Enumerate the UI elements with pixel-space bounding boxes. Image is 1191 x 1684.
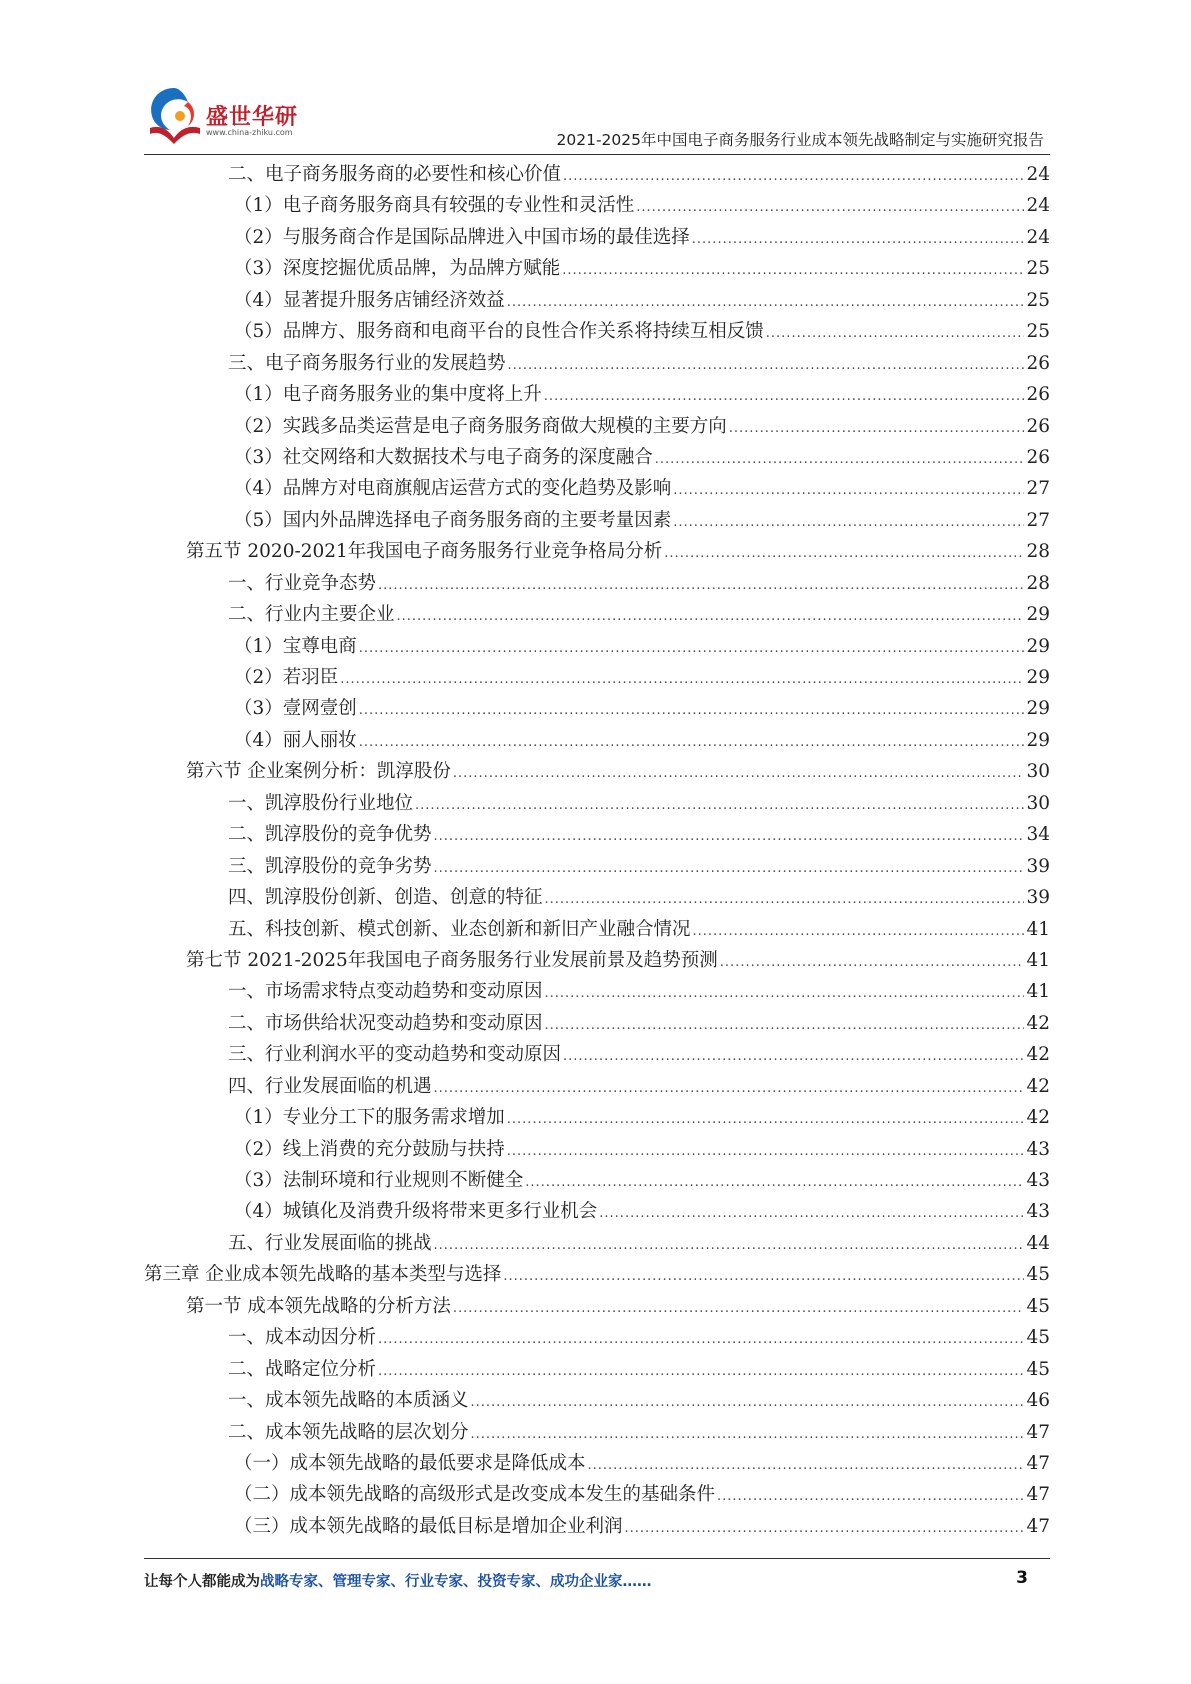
toc-entry-title: 第五节 2020-2021年我国电子商务服务行业竞争格局分析 [186, 541, 663, 563]
toc-entry-page: 29 [1026, 729, 1050, 751]
toc-entry-title: 三、凯淳股份的竞争劣势 [228, 855, 432, 877]
toc-entry-title: （3）壹网壹创 [234, 698, 357, 720]
page-header [144, 82, 1044, 156]
toc-entry-title: 第六节 企业案例分析：凯淳股份 [186, 761, 451, 783]
toc-entry-page: 44 [1026, 1232, 1050, 1254]
toc-entry-title: 第一节 成本领先战略的分析方法 [186, 1295, 451, 1317]
toc-entry-page: 45 [1026, 1327, 1050, 1349]
toc-entry[interactable] [144, 1165, 1050, 1196]
toc-entry[interactable] [144, 819, 1050, 850]
toc-entry[interactable] [144, 882, 1050, 913]
toc-leader-dots [766, 318, 1025, 349]
toc-entry-page: 47 [1026, 1515, 1050, 1537]
toc-entry-page: 43 [1026, 1201, 1050, 1223]
toc-leader-dots [434, 853, 1025, 884]
toc-entry-title: 二、凯淳股份的竞争优势 [228, 824, 432, 846]
toc-leader-dots [625, 1513, 1025, 1544]
toc-entry[interactable] [144, 1479, 1050, 1510]
toc-entry[interactable] [144, 379, 1050, 410]
toc-entry[interactable] [144, 1354, 1050, 1385]
toc-leader-dots [378, 570, 1024, 601]
toc-leader-dots [636, 192, 1024, 223]
toc-entry[interactable] [144, 725, 1050, 756]
toc-entry-title: 三、行业利润水平的变动趋势和变动原因 [228, 1044, 562, 1066]
toc-entry-title: 五、行业发展面临的挑战 [228, 1232, 432, 1254]
toc-leader-dots [692, 224, 1025, 255]
toc-entry[interactable] [144, 285, 1050, 316]
toc-leader-dots [359, 727, 1025, 758]
toc-leader-dots [397, 601, 1025, 632]
toc-leader-dots [434, 1073, 1025, 1104]
toc-entry-title: 一、凯淳股份行业地位 [228, 792, 414, 814]
toc-entry[interactable] [144, 442, 1050, 473]
toc-leader-dots [563, 1041, 1024, 1072]
toc-leader-dots [340, 664, 1024, 695]
toc-leader-dots [693, 916, 1025, 947]
toc-entry-page: 39 [1026, 855, 1050, 877]
toc-entry-title: 第三章 企业成本领先战略的基本类型与选择 [144, 1264, 502, 1286]
toc-leader-dots [359, 695, 1025, 726]
toc-entry-page: 45 [1026, 1264, 1050, 1286]
toc-entry-page: 29 [1026, 604, 1050, 626]
toc-entry[interactable] [144, 1228, 1050, 1259]
toc-entry-page: 29 [1026, 698, 1050, 720]
toc-leader-dots [599, 1198, 1024, 1229]
toc-leader-dots [545, 884, 1025, 915]
footer-slogan-roles: 战略专家、管理专家、行业专家、投资专家、成功企业家…… [260, 1574, 652, 1590]
toc-entry[interactable] [144, 316, 1050, 347]
toc-entry-page: 26 [1026, 446, 1050, 468]
company-logo [144, 82, 314, 152]
toc-leader-dots [562, 255, 1024, 286]
toc-entry-page: 25 [1026, 258, 1050, 280]
toc-leader-dots [545, 978, 1025, 1009]
toc-leader-dots [563, 161, 1024, 192]
toc-entry[interactable] [144, 788, 1050, 819]
toc-entry[interactable] [144, 1134, 1050, 1165]
toc-entry[interactable] [144, 1385, 1050, 1416]
toc-leader-dots [359, 633, 1025, 664]
toc-entry[interactable] [144, 851, 1050, 882]
toc-entry-page: 41 [1026, 981, 1050, 1003]
toc-entry-page: 26 [1026, 384, 1050, 406]
toc-entry-title: （1）宝尊电商 [234, 635, 357, 657]
toc-entry[interactable] [144, 1448, 1050, 1479]
report-title: 2021-2025年中国电子商务服务行业成本领先战略制定与实施研究报告 [556, 131, 1044, 149]
toc-leader-dots [471, 1419, 1025, 1450]
toc-leader-dots [434, 821, 1025, 852]
toc-leader-dots [588, 1450, 1025, 1481]
toc-entry-page: 24 [1026, 195, 1050, 217]
toc-entry-title: 一、成本领先战略的本质涵义 [228, 1390, 469, 1412]
toc-entry[interactable] [144, 599, 1050, 630]
toc-entry[interactable] [144, 662, 1050, 693]
toc-entry[interactable] [144, 1196, 1050, 1227]
toc-leader-dots [507, 1136, 1025, 1167]
toc-entry[interactable] [144, 1417, 1050, 1448]
toc-entry-page: 43 [1026, 1170, 1050, 1191]
toc-entry[interactable] [144, 1039, 1050, 1070]
toc-entry-page: 24 [1026, 226, 1050, 248]
toc-entry[interactable] [144, 1291, 1050, 1322]
toc-entry[interactable] [144, 348, 1050, 379]
toc-entry-title: （5）国内外品牌选择电子商务服务商的主要考量因素 [234, 509, 672, 531]
toc-entry-title: （4）城镇化及消费升级将带来更多行业机会 [234, 1201, 598, 1223]
toc-entry-page: 24 [1026, 164, 1050, 185]
toc-entry-title: （3）社交网络和大数据技术与电子商务的深度融合 [234, 446, 653, 468]
toc-entry-page: 42 [1026, 1107, 1050, 1129]
toc-entry-title: 二、电子商务服务商的必要性和核心价值 [228, 164, 562, 185]
toc-leader-dots [453, 758, 1025, 789]
toc-entry-page: 45 [1026, 1295, 1050, 1317]
toc-entry-page: 42 [1026, 1075, 1050, 1097]
toc-entry[interactable] [144, 756, 1050, 787]
toc-entry-title: （3）深度挖掘优质品牌，为品牌方赋能 [234, 258, 561, 280]
toc-entry-page: 42 [1026, 1044, 1050, 1066]
toc-entry-page: 29 [1026, 635, 1050, 657]
toc-entry[interactable] [144, 914, 1050, 945]
footer-slogan-lead: 让每个人都能成为 [144, 1574, 260, 1590]
page-footer [144, 1570, 1050, 1594]
toc-entry[interactable] [144, 1322, 1050, 1353]
toc-entry-page: 28 [1026, 572, 1050, 594]
toc-entry-title: （5）品牌方、服务商和电商平台的良性合作关系将持续互相反馈 [234, 321, 764, 343]
toc-leader-dots [664, 538, 1024, 569]
toc-entry[interactable] [144, 411, 1050, 442]
toc-entry-page: 39 [1026, 887, 1050, 909]
toc-leader-dots [717, 1481, 1024, 1512]
toc-leader-dots [378, 1356, 1024, 1387]
toc-entry[interactable] [144, 505, 1050, 536]
logo-name: 盛世华研 [206, 105, 299, 130]
toc-entry-title: （3）法制环境和行业规则不断健全 [234, 1170, 524, 1191]
toc-leader-dots [673, 507, 1024, 538]
toc-entry[interactable] [144, 1102, 1050, 1133]
toc-entry-title: 二、行业内主要企业 [228, 604, 395, 626]
toc-leader-dots [525, 1167, 1024, 1198]
toc-leader-dots [415, 790, 1024, 821]
footer-divider [144, 1558, 1050, 1559]
toc-entry-title: （4）品牌方对电商旗舰店运营方式的变化趋势及影响 [234, 478, 672, 500]
toc-entry-page: 34 [1026, 824, 1050, 846]
toc-leader-dots [729, 413, 1025, 444]
toc-entry[interactable] [144, 253, 1050, 284]
toc-entry-title: （1）电子商务服务业的集中度将上升 [234, 384, 542, 406]
toc-entry-title: 一、成本动因分析 [228, 1327, 377, 1349]
toc-leader-dots [378, 1324, 1024, 1355]
toc-entry-title: （2）若羽臣 [234, 667, 339, 688]
toc-entry-title: 二、市场供给状况变动趋势和变动原因 [228, 1012, 543, 1034]
page-number: 3 [1016, 1568, 1028, 1588]
toc-entry-page: 25 [1026, 289, 1050, 311]
toc-entry[interactable] [144, 1259, 1050, 1290]
toc-entry[interactable] [144, 693, 1050, 724]
toc-entry-page: 47 [1026, 1484, 1050, 1506]
toc-leader-dots [720, 947, 1025, 978]
toc-entry-page: 41 [1026, 918, 1050, 940]
toc-entry-page: 41 [1026, 949, 1050, 971]
toc-entry-title: 一、市场需求特点变动趋势和变动原因 [228, 981, 543, 1003]
toc-leader-dots [545, 1010, 1025, 1041]
toc-entry-title: 二、战略定位分析 [228, 1358, 377, 1380]
toc-entry[interactable] [144, 631, 1050, 662]
toc-entry-title: 五、科技创新、模式创新、业态创新和新旧产业融合情况 [228, 918, 691, 940]
toc-leader-dots [453, 1293, 1025, 1324]
toc-entry-title: （4）显著提升服务店铺经济效益 [234, 289, 505, 311]
toc-entry-title: 二、成本领先战略的层次划分 [228, 1421, 469, 1443]
toc-entry-title: （三）成本领先战略的最低目标是增加企业利润 [234, 1515, 623, 1537]
toc-leader-dots [673, 475, 1024, 506]
toc-entry-title: （2）实践多品类运营是电子商务服务商做大规模的主要方向 [234, 415, 727, 437]
toc-leader-dots [507, 1104, 1025, 1135]
toc-entry[interactable] [144, 976, 1050, 1007]
toc-entry[interactable] [144, 1511, 1050, 1542]
toc-leader-dots [471, 1387, 1025, 1418]
toc-entry[interactable] [144, 473, 1050, 504]
logo-url: www.china-zhiku.com [206, 128, 293, 137]
toc-leader-dots [503, 1261, 1024, 1292]
toc-entry-title: 四、凯淳股份创新、创造、创意的特征 [228, 887, 543, 909]
toc-entry-page: 42 [1026, 1012, 1050, 1034]
toc-entry[interactable] [144, 945, 1050, 976]
toc-entry-page: 30 [1026, 792, 1050, 814]
toc-entry-page: 47 [1026, 1421, 1050, 1443]
toc-entry[interactable] [144, 159, 1050, 190]
toc-leader-dots [434, 1230, 1025, 1261]
toc-leader-dots [544, 381, 1025, 412]
toc-entry[interactable] [144, 1071, 1050, 1102]
toc-entry-title: （1）专业分工下的服务需求增加 [234, 1107, 505, 1129]
toc-entry-title: 三、电子商务服务行业的发展趋势 [228, 352, 506, 374]
toc-entry-page: 27 [1026, 478, 1050, 500]
toc-entry-title: 一、行业竞争态势 [228, 572, 377, 594]
table-of-contents [144, 159, 1050, 1542]
toc-entry-title: 第七节 2021-2025年我国电子商务服务行业发展前景及趋势预测 [186, 949, 718, 971]
toc-entry[interactable] [144, 568, 1050, 599]
toc-leader-dots [655, 444, 1025, 475]
toc-entry-title: （1）电子商务服务商具有较强的专业性和灵活性 [234, 195, 635, 217]
toc-entry-page: 25 [1026, 321, 1050, 343]
toc-entry-page: 45 [1026, 1358, 1050, 1380]
toc-entry-page: 47 [1026, 1452, 1050, 1474]
header-divider [144, 154, 1050, 155]
toc-entry[interactable] [144, 222, 1050, 253]
toc-entry-page: 28 [1026, 541, 1050, 563]
toc-entry-page: 27 [1026, 509, 1050, 531]
toc-entry-page: 30 [1026, 761, 1050, 783]
toc-entry-page: 26 [1026, 352, 1050, 374]
logo-emblem-icon [144, 82, 204, 146]
toc-entry-title: （4）丽人丽妆 [234, 729, 357, 751]
toc-entry-page: 43 [1026, 1138, 1050, 1160]
toc-entry-page: 46 [1026, 1390, 1050, 1412]
toc-entry-title: 四、行业发展面临的机遇 [228, 1075, 432, 1097]
toc-entry[interactable] [144, 190, 1050, 221]
toc-entry-page: 29 [1026, 667, 1050, 688]
toc-leader-dots [508, 350, 1025, 381]
toc-entry[interactable] [144, 1008, 1050, 1039]
toc-leader-dots [507, 287, 1025, 318]
toc-entry-title: （2）线上消费的充分鼓励与扶持 [234, 1138, 505, 1160]
toc-entry-title: （二）成本领先战略的高级形式是改变成本发生的基础条件 [234, 1484, 716, 1506]
toc-entry-title: （一）成本领先战略的最低要求是降低成本 [234, 1452, 586, 1474]
toc-entry-title: （2）与服务商合作是国际品牌进入中国市场的最佳选择 [234, 226, 690, 248]
toc-entry[interactable] [144, 536, 1050, 567]
toc-entry-page: 26 [1026, 415, 1050, 437]
